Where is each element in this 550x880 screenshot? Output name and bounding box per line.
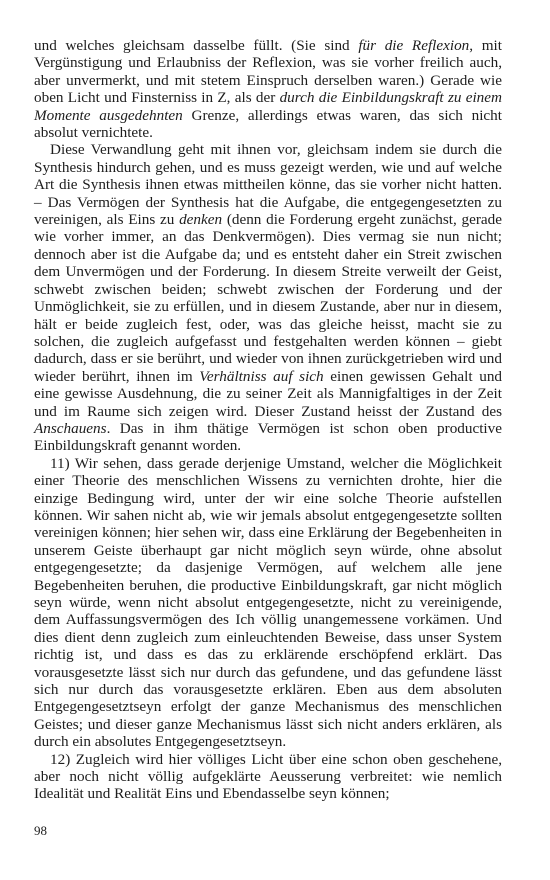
- paragraph: [34, 455, 502, 751]
- text-run: . Das in ihm thätige Vermögen ist schon oben productive Einbildungskraft genannt worden.: [34, 419, 502, 455]
- text-run: Diese Verwandlung geht mit ihnen vor, gleichsam indem sie durch die Synthesis hindurch gehen, und es muss gezeigt werden, wie und auf welche Art die Synthesis ihnen etwas mittheilen könne, das sie vorher nicht hatten. – Das Vermögen der Synthesis hat die Aufgabe, die entgegengesetzten zu vereinigen, als Eins zu: [34, 141, 502, 229]
- text-run: 11) Wir sehen, dass gerade derjenige Umstand, welcher die Möglichkeit einer Theorie des menschlichen Wissens zu vernichten drohte, hier die einzige Bedingung wird, unter der wir eine solche Theorie aufstellen können. Wir sahen nicht ab, wie wir jemals absolut entgegengesetzte sollten vereinigen können; hier sehen wir, dass eine Erklärung der Begebenheiten in unserem Geiste überhaupt gar nicht möglich seyn würde, ohne absolut entgegengesetzte; da dasjenige Vermögen, auf welchem alle jene Begebenheiten beruhen, die productive Einbildungskraft, gar nicht möglich seyn würde, wenn nicht absolut entgegengesetzte, nicht zu vereinigende, dem Auffassungsvermögen des Ich völlig unangemessene vorkämen. Und dies dient denn zugleich zum einleuchtenden Beweise, dass unser System richtig ist, und dass es das zu erklärende erschöpfend erklärt. Das vorausgesetzte lässt sich nur durch das gefundene, und das gefundene lässt sich nur durch das vorausgesetzte erklären. Eben aus dem absoluten Entgegengesetztseyn erfolgt der ganze Mechanismus des menschlichen Geistes; und dieser ganze Mechanismus lässt sich nicht anders erklären, als durch ein absolutes Entgegengesetztseyn.: [34, 454, 502, 751]
- text-body: [34, 37, 502, 803]
- italic-run: Anschauens: [34, 419, 107, 437]
- page-number: 98: [34, 823, 47, 838]
- text-run: (denn die Forderung ergeht zunächst, gerade wie vorher immer, an das Denkvermögen). Dies vermag sie nun nicht; dennoch aber ist die Aufgabe da; und es entsteht daher ein Streit zwischen dem Unvermögen und der Forderung. In diesem Streite verweilt der Geist, schwebt zwischen beiden; schwebt zwischen der Forderung und der Unmöglichkeit, sie zu erfüllen, und in diesem Zustande, aber nur in diesem, hält er beide zugleich fest, oder, was das gleiche heisst, macht sie zu solchen, die zugleich aufgefasst und festgehalten werden können – giebt dadurch, dass er sie berührt, und wieder von ihnen zurückgetrieben wird und wieder berührt, ihnen im: [34, 211, 502, 385]
- paragraph: [34, 37, 502, 141]
- paragraph: [34, 751, 502, 803]
- italic-run: denken: [179, 211, 223, 229]
- text-run: 12) Zugleich wird hier völliges Licht über eine schon oben geschehene, aber noch nicht völlig aufgeklärte Aeusserung verbreitet: wie nemlich Idealität und Realität Eins und Ebendasselbe seyn können;: [34, 750, 502, 803]
- paragraph: [34, 141, 502, 454]
- italic-run: durch die Einbildungskraft zu einem Momente ausgedehnten: [34, 89, 502, 124]
- text-run: einen gewissen Gehalt und eine gewisse Ausdehnung, die zu seiner Zeit als Mannigfaltiges in der Zeit und im Raume sich zeigen wird. Dieser Zustand heisst der Zustand des: [34, 367, 503, 420]
- italic-run: Verhältniss auf sich: [199, 367, 324, 385]
- italic-run: für die Reflexion: [358, 37, 470, 54]
- text-run: Grenze, allerdings etwas waren, das sich nicht absolut vernichtete.: [34, 106, 502, 142]
- text-run: , mit Vergünstigung und Erlaubniss der Reflexion, was sie vorher freilich auch, aber unvermerkt, und mit stetem Einspruch derselben waren.) Gerade wie oben Licht und Finsterniss in Z, als der: [34, 37, 503, 107]
- text-run: und welches gleichsam dasselbe füllt. (Sie sind: [34, 37, 359, 54]
